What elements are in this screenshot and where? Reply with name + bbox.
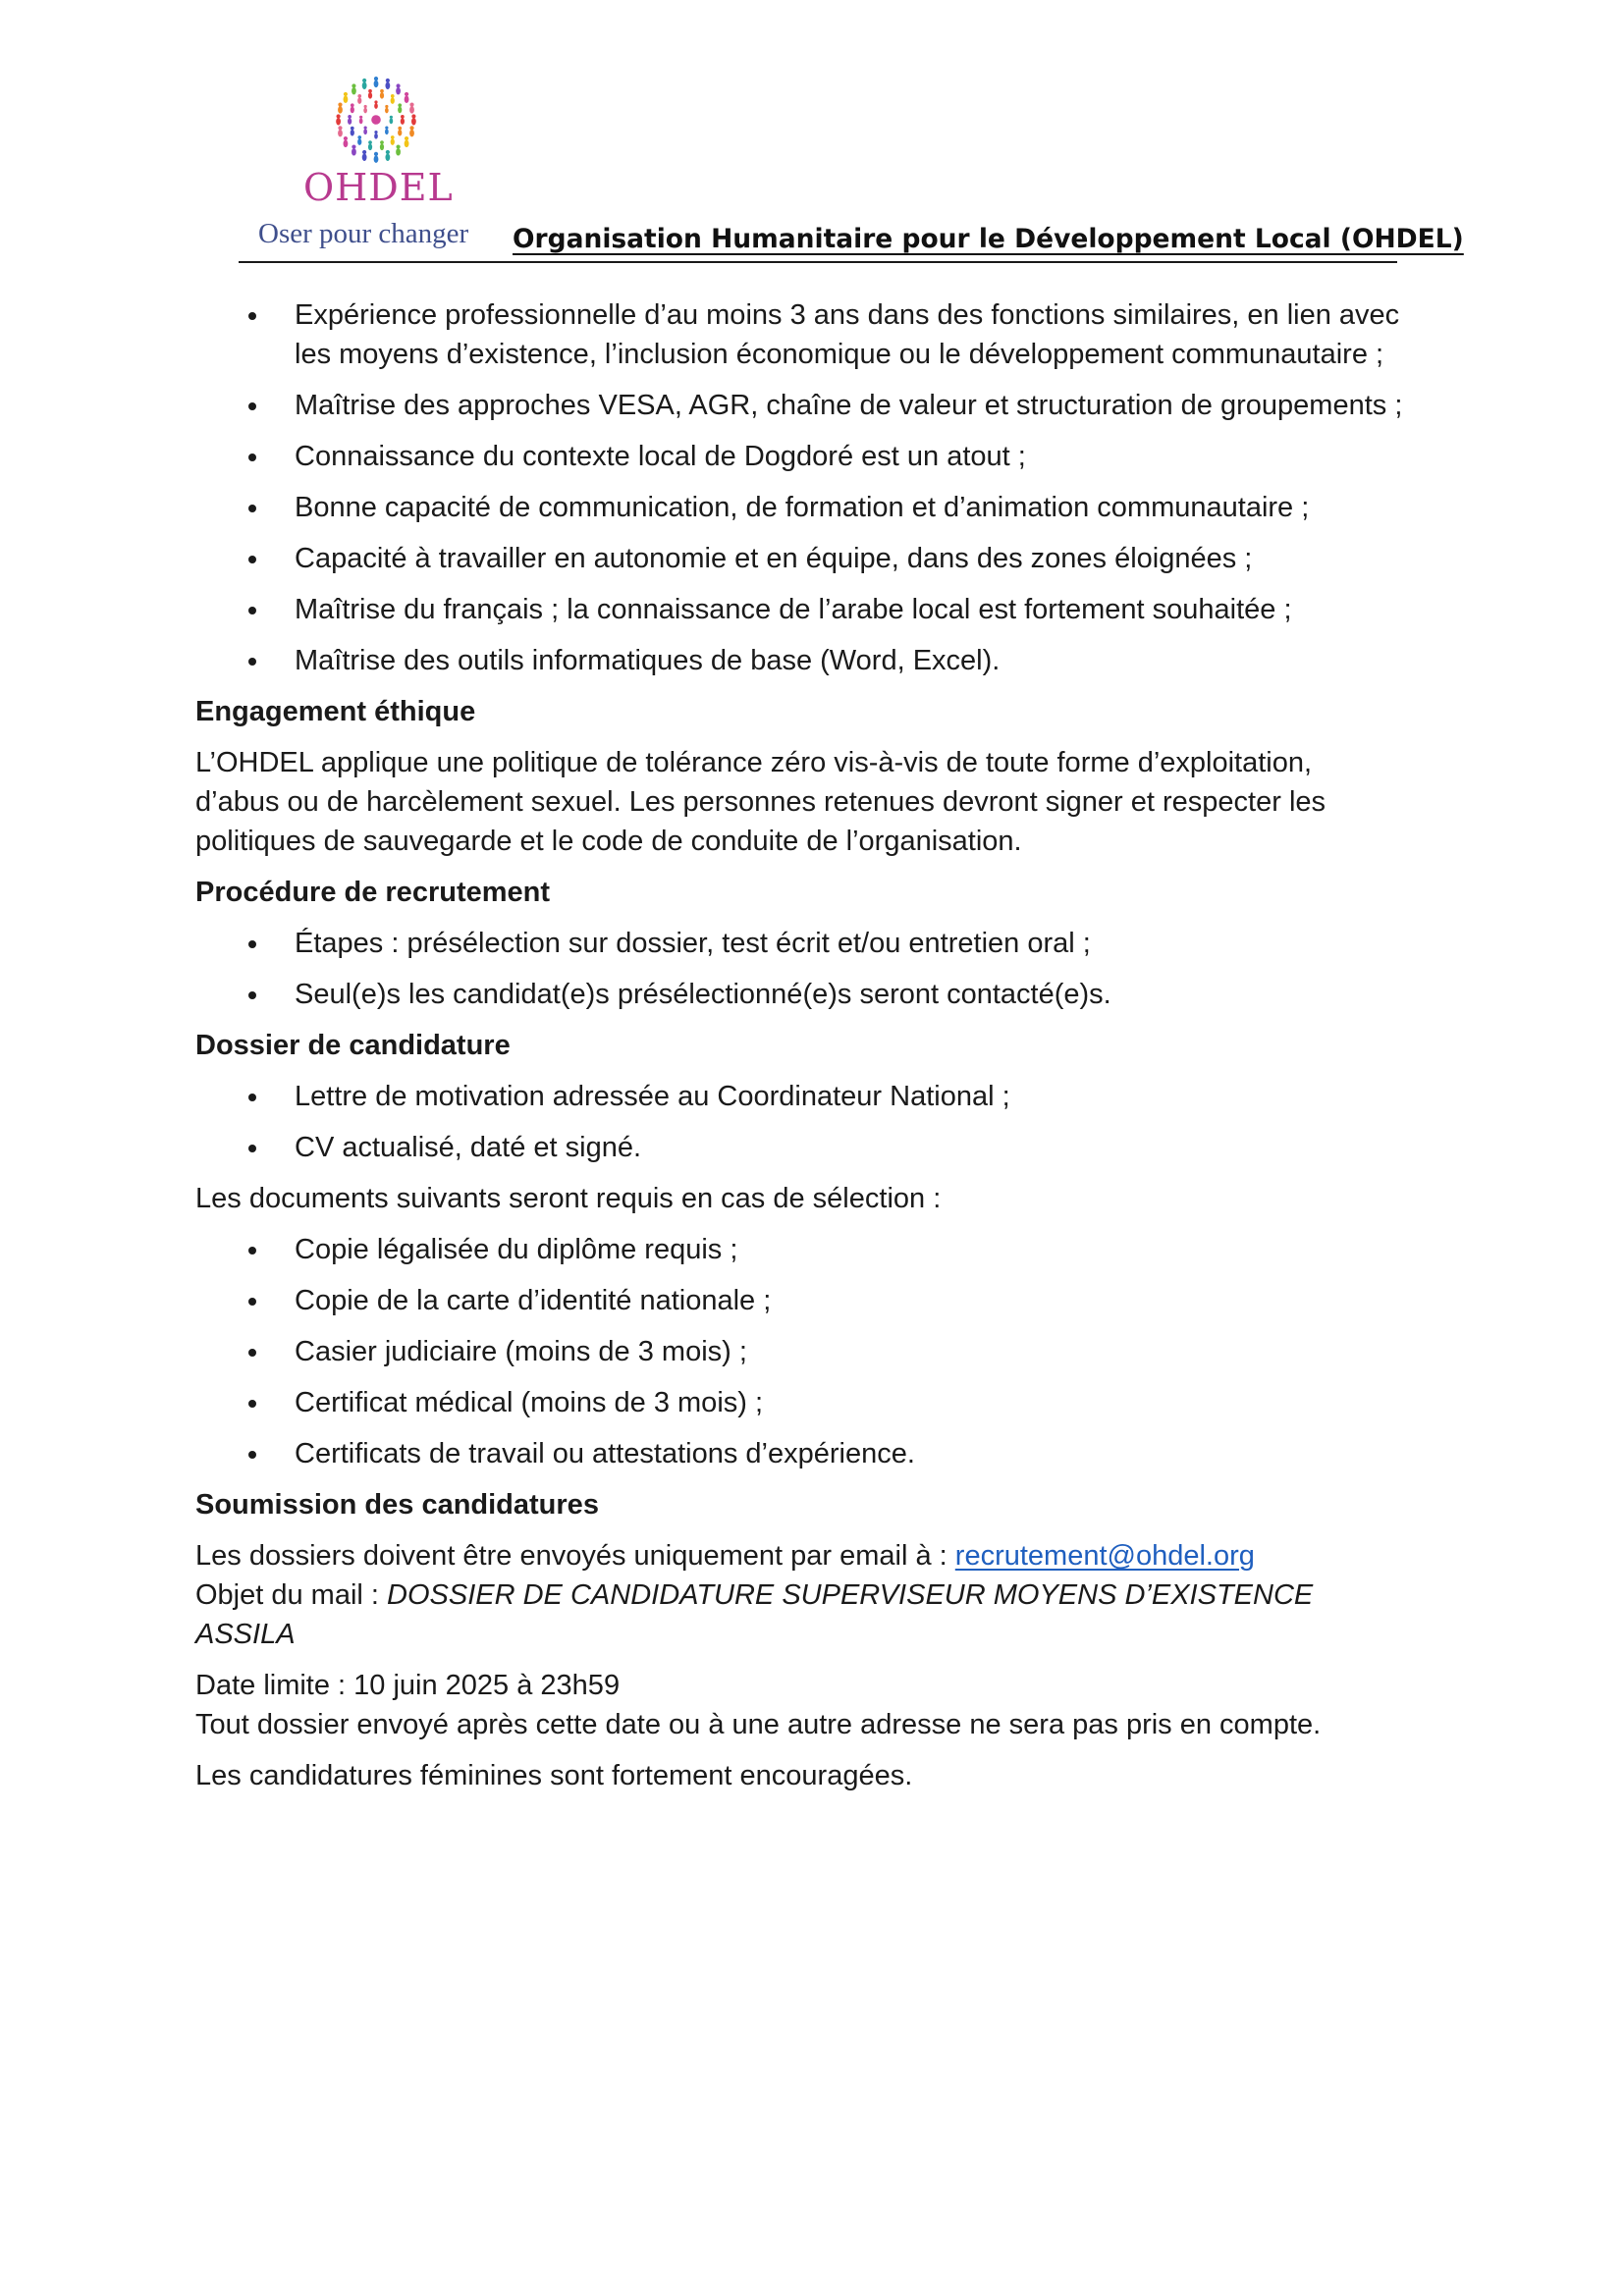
list-item: Maîtrise du français ; la connaissance de l’arabe local est fortement souhaitée ; bbox=[195, 590, 1403, 629]
email-link[interactable]: recrutement@ohdel.org bbox=[954, 1540, 1255, 1572]
required-documents-list bbox=[195, 1230, 1403, 1473]
logo-tagline: Oser pour changer bbox=[258, 218, 469, 249]
list-item: Capacité à travailler en autonomie et en équipe, dans des zones éloignées ; bbox=[195, 539, 1403, 578]
list-item: Certificats de travail ou attestations d’expérience. bbox=[195, 1434, 1403, 1473]
ethics-paragraph: L’OHDEL applique une politique de tolérance zéro vis-à-vis de toute forme d’exploitation, d’abus ou de harcèlement sexuel. Les personnes retenues devront signer et respecter les politiques de sauvegarde et le code de conduite de l’organisation. bbox=[195, 747, 1326, 857]
circle-of-people-icon bbox=[329, 73, 423, 167]
profile-requirements-list bbox=[195, 295, 1403, 680]
list-item: Copie de la carte d’identité nationale ; bbox=[195, 1281, 1403, 1320]
email-intro-text: Les dossiers doivent être envoyés uniquement par email à : bbox=[195, 1540, 955, 1572]
procedure-heading: Procédure de recrutement bbox=[195, 877, 551, 908]
list-item: Maîtrise des outils informatiques de base (Word, Excel). bbox=[195, 641, 1403, 680]
procedure-list bbox=[195, 924, 1403, 1014]
deadline-text: Date limite : 10 juin 2025 à 23h59 bbox=[195, 1670, 621, 1701]
list-item: Maîtrise des approches VESA, AGR, chaîne de valeur et structuration de groupements ; bbox=[195, 386, 1403, 425]
list-item: Casier judiciaire (moins de 3 mois) ; bbox=[195, 1332, 1403, 1371]
email-subject-line bbox=[195, 1575, 1403, 1654]
list-item: Lettre de motivation adressée au Coordinateur National ; bbox=[195, 1077, 1403, 1116]
required-documents-intro: Les documents suivants seront requis en cas de sélection : bbox=[195, 1183, 942, 1214]
subject-value: DOSSIER DE CANDIDATURE SUPERVISEUR MOYENS D’EXISTENCE ASSILA bbox=[195, 1579, 1314, 1650]
dossier-list bbox=[195, 1077, 1403, 1167]
women-encouraged-note: Les candidatures féminines sont fortement encouragées. bbox=[195, 1760, 913, 1791]
ethics-heading: Engagement éthique bbox=[195, 696, 476, 727]
list-item: Seul(e)s les candidat(e)s présélectionné(e)s seront contacté(e)s. bbox=[195, 975, 1403, 1014]
list-item: Copie légalisée du diplôme requis ; bbox=[195, 1230, 1403, 1269]
email-instruction bbox=[195, 1536, 1403, 1575]
list-item: CV actualisé, daté et signé. bbox=[195, 1128, 1403, 1167]
list-item: Connaissance du contexte local de Dogdoré est un atout ; bbox=[195, 437, 1403, 476]
subject-label: Objet du mail : bbox=[195, 1579, 388, 1611]
list-item: Étapes : présélection sur dossier, test écrit et/ou entretien oral ; bbox=[195, 924, 1403, 963]
late-submission-note: Tout dossier envoyé après cette date ou à une autre adresse ne sera pas pris en compte. bbox=[195, 1709, 1322, 1740]
document-body bbox=[195, 295, 1403, 1807]
list-item: Certificat médical (moins de 3 mois) ; bbox=[195, 1383, 1403, 1422]
list-item: Bonne capacité de communication, de formation et d’animation communautaire ; bbox=[195, 488, 1403, 527]
header-divider bbox=[239, 261, 1397, 263]
letterhead bbox=[239, 69, 1464, 265]
submission-heading: Soumission des candidatures bbox=[195, 1489, 599, 1521]
list-item: Expérience professionnelle d’au moins 3 ans dans des fonctions similaires, en lien avec les moyens d’existence, l’inclusion économique ou le développement communautaire ; bbox=[195, 295, 1403, 374]
logo-name: OHDEL bbox=[303, 166, 454, 209]
dossier-heading: Dossier de candidature bbox=[195, 1030, 511, 1061]
organization-title: Organisation Humanitaire pour le Développement Local (OHDEL) bbox=[513, 224, 1464, 254]
